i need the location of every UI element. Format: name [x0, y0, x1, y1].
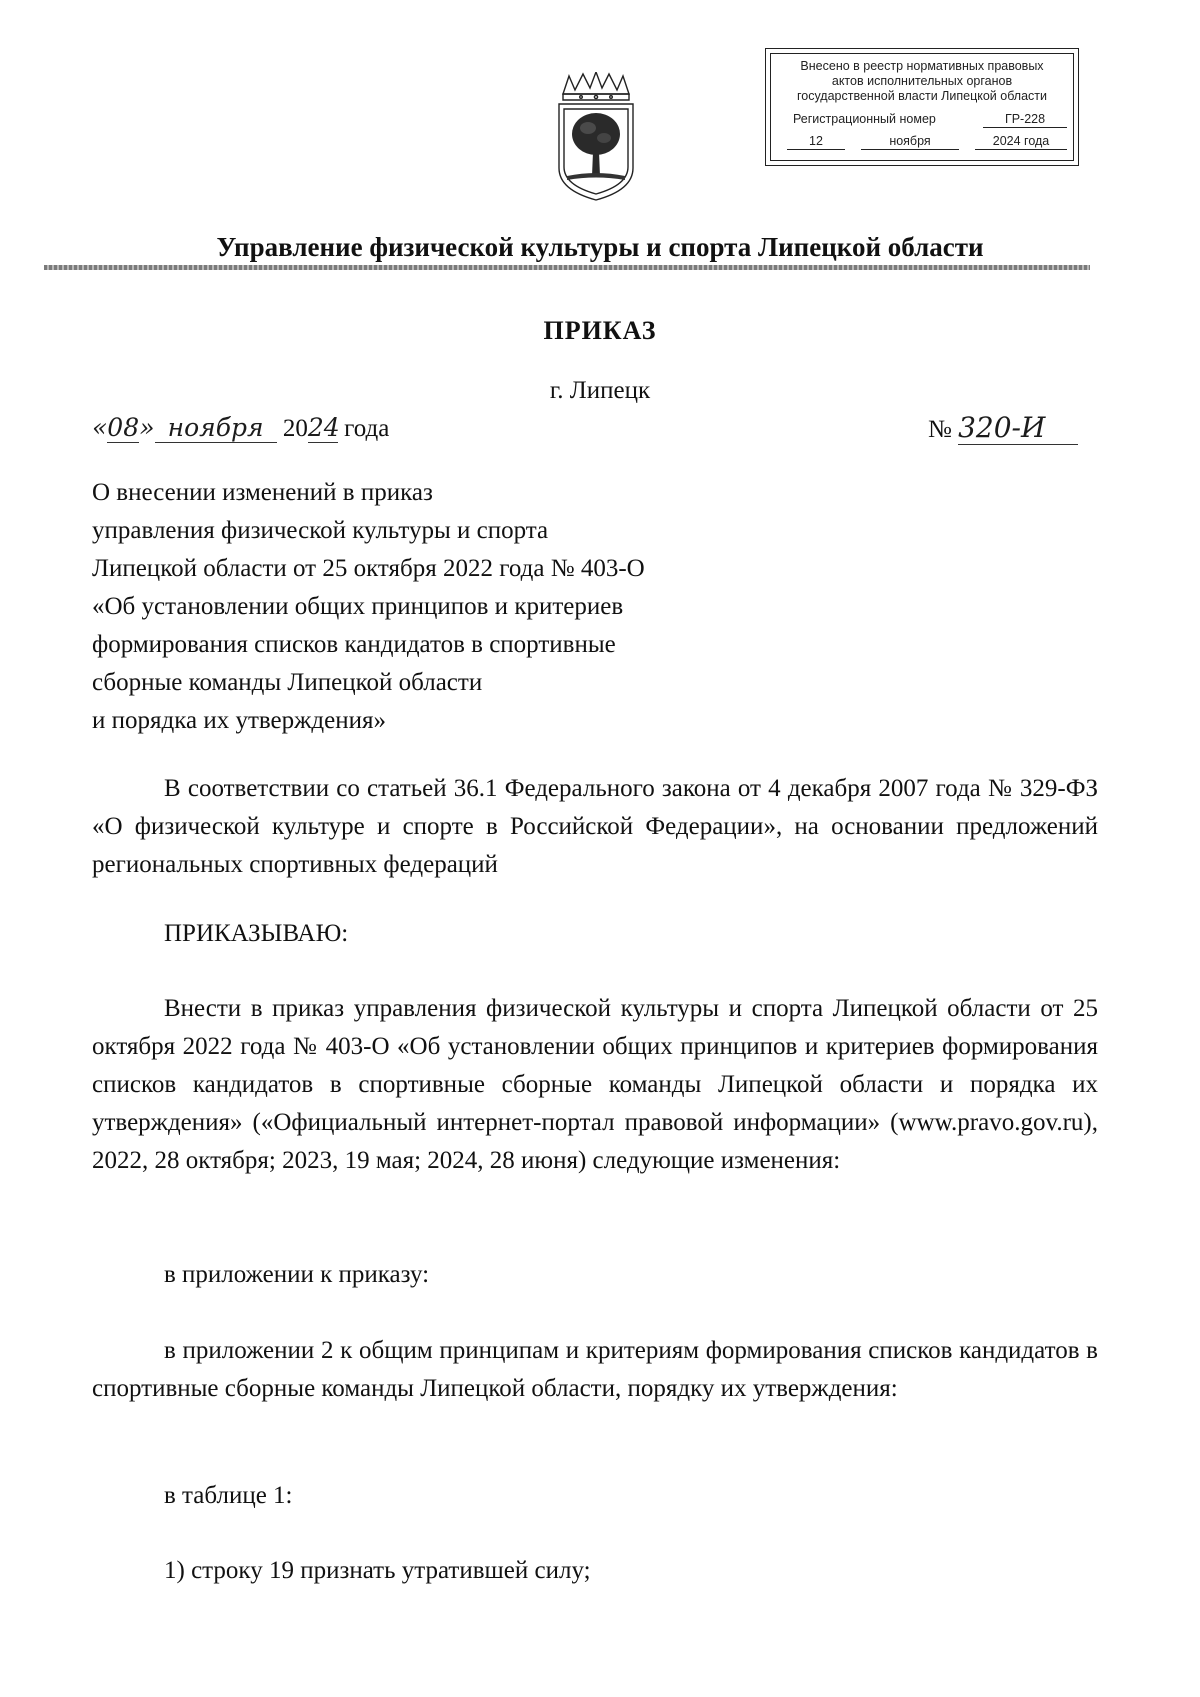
document-date [92, 413, 389, 443]
stamp-reg-number: ГР-228 [983, 112, 1067, 128]
subject-line: и порядка их утверждения» [92, 707, 386, 734]
date-month: ноября [155, 413, 277, 443]
coat-of-arms-icon [555, 72, 637, 204]
subject-line: формирования списков кандидатов в спортивные [92, 631, 616, 658]
registry-stamp-inner [770, 53, 1074, 161]
registry-stamp [765, 48, 1079, 166]
date-close-quote: » [139, 413, 155, 442]
body-paragraph-appendix: в приложении к приказу: [164, 1261, 430, 1288]
document-city: г. Липецк [549, 377, 651, 404]
subject-line: О внесении изменений в приказ [92, 479, 433, 506]
registry-stamp-text [771, 59, 1073, 104]
date-day: 08 [107, 413, 140, 442]
number-value: 320-И [958, 411, 1078, 445]
subject-line: сборные команды Липецкой области [92, 669, 483, 696]
body-paragraph-appendix-2: в приложении 2 к общим принципам и критериям формирования списков кандидатов в спортивные сборные команды Липецкой области, порядку их утверждения: [92, 1337, 1098, 1402]
stamp-year: 2024 года [975, 134, 1067, 150]
body-paragraph-legal-basis: В соответствии со статьей 36.1 Федерального закона от 4 декабря 2007 года № 329-ФЗ «О физической культуре и спорте в Российской Федерации», на основании предложений региональных спортивных федераций [92, 775, 1098, 878]
number-label: № [928, 416, 952, 443]
stamp-line-3: государственной власти Липецкой области [796, 89, 1048, 103]
document-type: ПРИКАЗ [543, 316, 657, 345]
date-suffix: года [344, 415, 390, 442]
document-subject [92, 474, 792, 740]
date-open-quote: « [92, 413, 108, 442]
stamp-date-row [771, 134, 1073, 151]
body-paragraph-item-1: 1) строку 19 признать утратившей силу; [164, 1557, 591, 1584]
stamp-month: ноября [861, 134, 959, 150]
stamp-reg-label: Регистрационный номер [793, 112, 936, 126]
subject-line: «Об установлении общих принципов и критериев [92, 593, 624, 620]
stamp-reg-row [771, 112, 1073, 129]
body-paragraph-order: ПРИКАЗЫВАЮ: [164, 920, 349, 947]
stamp-line-2: актов исполнительных органов [831, 74, 1013, 88]
stamp-line-1: Внесено в реестр нормативных правовых [800, 59, 1044, 73]
organization-title: Управление физической культуры и спорта Липецкой области [216, 232, 984, 262]
subject-line: управления физической культуры и спорта [92, 517, 549, 544]
date-year-prefix: 20 [282, 415, 308, 442]
date-year-suffix: 24 [307, 413, 340, 442]
header-divider [44, 265, 1090, 270]
body-paragraph-amendment: Внести в приказ управления физической культуры и спорта Липецкой области от 25 октября 2022 года № 403-О «Об установлении общих принципов и критериев формирования списков кандидатов в спортивные сборные команды Липецкой области и порядка их утверждения» («Официальный интернет-портал правовой информации» (www.pravo.gov.ru), 2022, 28 октября; 2023, 19 мая; 2024, 28 июня) следующие изменения: [92, 995, 1098, 1174]
body-paragraph-table-1: в таблице 1: [164, 1482, 293, 1509]
subject-line: Липецкой области от 25 октября 2022 года № 403-О [92, 555, 645, 582]
stamp-day: 12 [787, 134, 845, 150]
document-number [928, 411, 1078, 445]
